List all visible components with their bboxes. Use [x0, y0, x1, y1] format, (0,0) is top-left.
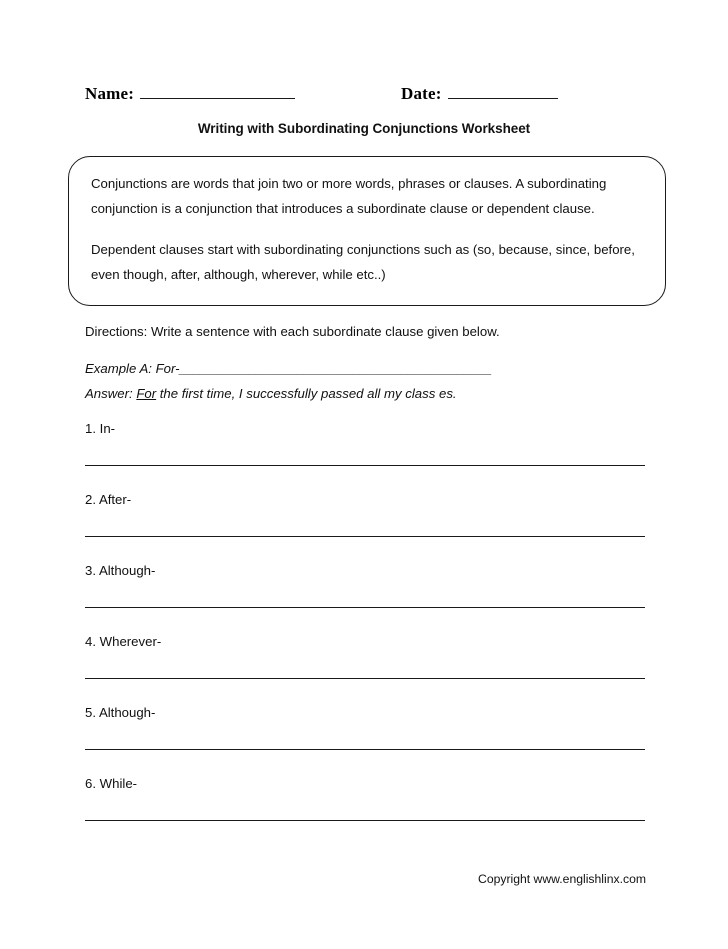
name-date-row [85, 84, 643, 108]
name-field[interactable] [85, 84, 295, 104]
answer-write-rule[interactable] [85, 678, 645, 679]
question-item [85, 562, 645, 633]
example-answer-rest: the first time, I successfully passed all my class es. [156, 386, 457, 401]
question-label [85, 775, 645, 793]
answer-write-rule[interactable] [85, 749, 645, 750]
question-item [85, 633, 645, 704]
date-label: Date: [401, 84, 442, 103]
example-answer-keyword: For [136, 386, 157, 401]
question-number: 5. [85, 705, 96, 720]
question-item [85, 775, 645, 846]
answer-write-rule[interactable] [85, 465, 645, 466]
question-number: 3. [85, 563, 96, 578]
example-prompt [85, 358, 645, 380]
info-paragraph-1: Conjunctions are words that join two or more words, phrases or clauses. A subordinating conjunction is a conjunction that introduces a subordinate clause or dependent clause. [91, 176, 607, 216]
question-item [85, 420, 645, 491]
question-list [85, 420, 645, 846]
question-label [85, 562, 645, 580]
date-write-rule[interactable] [448, 85, 558, 99]
answer-write-rule[interactable] [85, 536, 645, 537]
question-number: 1. [85, 421, 96, 436]
copyright-notice: Copyright www.englishlinx.com [478, 872, 646, 886]
name-label: Name: [85, 84, 135, 103]
question-item [85, 491, 645, 562]
question-clause: Wherever- [99, 634, 162, 649]
example-prompt-label: Example A: For- [85, 361, 180, 376]
question-clause: Although- [98, 705, 156, 720]
question-clause: After- [98, 492, 132, 507]
question-number: 6. [85, 776, 96, 791]
example-prompt-blank: _____________________________________________ [179, 361, 492, 376]
name-write-rule[interactable] [140, 85, 295, 99]
example-answer [85, 383, 645, 405]
date-field[interactable] [401, 84, 558, 104]
info-box [68, 156, 666, 306]
question-number: 4. [85, 634, 96, 649]
answer-write-rule[interactable] [85, 820, 645, 821]
example-block [85, 358, 645, 405]
question-clause: Although- [98, 563, 156, 578]
example-answer-label: Answer: [85, 386, 133, 401]
question-label [85, 704, 645, 722]
question-label [85, 633, 645, 651]
question-number: 2. [85, 492, 96, 507]
answer-write-rule[interactable] [85, 607, 645, 608]
directions-text: Directions: Write a sentence with each subordinate clause given below. [85, 324, 500, 339]
question-label [85, 420, 645, 438]
info-paragraph-2: Dependent clauses start with subordinating conjunctions such as (so, because, since, before, even though, after, although, wherever, while etc..) [91, 242, 635, 282]
question-clause: In- [99, 421, 116, 436]
question-clause: While- [99, 776, 138, 791]
page-title: Writing with Subordinating Conjunctions Worksheet [197, 121, 531, 136]
question-label [85, 491, 645, 509]
question-item [85, 704, 645, 775]
